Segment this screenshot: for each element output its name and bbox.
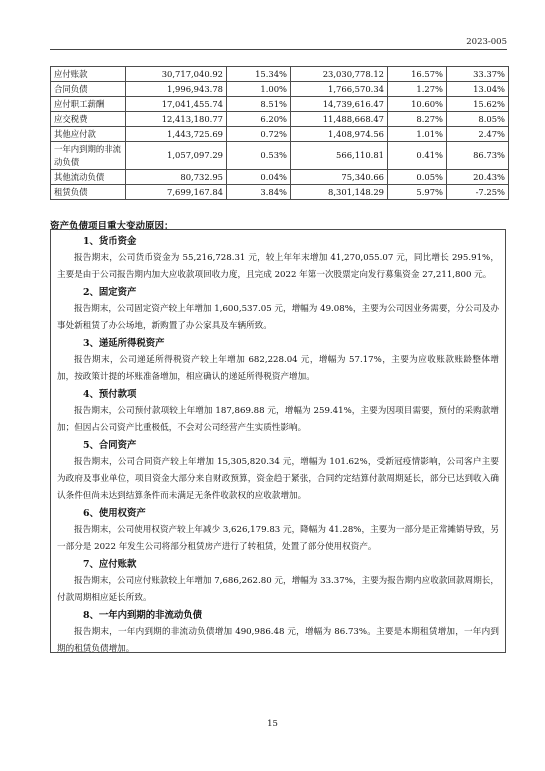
- current-amount: 1,057,097.29: [126, 142, 227, 170]
- row-name: 一年内到期的非流动负债: [51, 142, 126, 170]
- current-ratio: 0.72%: [227, 127, 291, 142]
- explanation-box: [50, 229, 506, 653]
- prior-amount: 11,488,668.47: [291, 112, 388, 127]
- item-text: 报告期末，一年内到期的非流动负债增加 490,986.48 元，增幅为 86.73%。主要是本期租赁增加，一年内到期的租赁负债增加。: [57, 627, 499, 654]
- row-name: 租赁负债: [51, 185, 126, 200]
- row-name: 应付账款: [51, 67, 126, 82]
- prior-amount: 75,340.66: [291, 170, 388, 185]
- prior-amount: 23,030,778.12: [291, 67, 388, 82]
- row-name: 其他流动负债: [51, 170, 126, 185]
- current-ratio: 1.00%: [227, 82, 291, 97]
- prior-ratio: 16.57%: [388, 67, 447, 82]
- change-ratio: 33.37%: [447, 67, 509, 82]
- current-amount: 30,717,040.92: [126, 67, 227, 82]
- change-ratio: 20.43%: [447, 170, 509, 185]
- prior-amount: 14,739,616.47: [291, 97, 388, 112]
- item-text: 报告期末，公司预付款项较上年增加 187,869.88 元，增幅为 259.41%，主要为因项目需要，预付的采购款增加；但因占公司资产比重极低，不会对公司经营产生实质性影响。: [57, 406, 499, 433]
- prior-ratio: 0.05%: [388, 170, 447, 185]
- prior-ratio: 10.60%: [388, 97, 447, 112]
- table-row: [51, 127, 509, 142]
- item-text: 报告期末，公司固定资产较上年增加 1,600,537.05 元，增幅为 49.08%，主要为公司因业务需要，分公司及办事处新租赁了办公场地，新购置了办公家具及车辆所致。: [57, 304, 499, 331]
- item-heading: 8、一年内到期的非流动负债: [83, 610, 203, 621]
- prior-ratio: 0.41%: [388, 142, 447, 170]
- table-row: [51, 170, 509, 185]
- current-amount: 1,443,725.69: [126, 127, 227, 142]
- table-row: [51, 112, 509, 127]
- section-title: 资产负债项目重大变动原因：: [50, 221, 174, 232]
- item-text: 报告期末，公司应付账款较上年增加 7,686,262.80 元，增幅为 33.37%，主要为报告期内应收款回款周期长，付款周期相应延长所致。: [57, 576, 499, 603]
- item-heading: 5、合同资产: [83, 440, 137, 451]
- change-ratio: 2.47%: [447, 127, 509, 142]
- current-ratio: 15.34%: [227, 67, 291, 82]
- item-heading: 4、预付款项: [83, 389, 137, 400]
- change-ratio: 86.73%: [447, 142, 509, 170]
- prior-ratio: 8.27%: [388, 112, 447, 127]
- item-heading: 2、固定资产: [83, 287, 137, 298]
- current-ratio: 6.20%: [227, 112, 291, 127]
- item-heading: 6、使用权资产: [83, 508, 146, 519]
- row-name: 其他应付款: [51, 127, 126, 142]
- item-heading: 3、递延所得税资产: [83, 338, 165, 349]
- current-amount: 1,996,943.78: [126, 82, 227, 97]
- table-row: [51, 185, 509, 200]
- prior-amount: 1,408,974.56: [291, 127, 388, 142]
- change-ratio: 15.62%: [447, 97, 509, 112]
- current-amount: 12,413,180.77: [126, 112, 227, 127]
- current-ratio: 0.04%: [227, 170, 291, 185]
- current-amount: 80,732.95: [126, 170, 227, 185]
- prior-amount: 566,110.81: [291, 142, 388, 170]
- table-row: [51, 82, 509, 97]
- document-code: 2023-005: [466, 37, 507, 47]
- item-heading: 1、货币资金: [83, 236, 137, 247]
- prior-ratio: 1.01%: [388, 127, 447, 142]
- row-name: 应付职工薪酬: [51, 97, 126, 112]
- change-ratio: 13.04%: [447, 82, 509, 97]
- header-rule: [50, 49, 507, 50]
- current-ratio: 0.53%: [227, 142, 291, 170]
- item-text: 报告期末，公司货币资金为 55,216,728.31 元，较上年年末增加 41,270,055.07 元，同比增长 295.91%，主要是由于公司报告期内加大应收款项回收力度，且完成 2022 年第一次股票定向发行募集资金 27,211,800 元。: [57, 253, 499, 280]
- current-amount: 7,699,167.84: [126, 185, 227, 200]
- row-name: 应交税费: [51, 112, 126, 127]
- table-row: [51, 67, 509, 82]
- item-text: 报告期末，公司递延所得税资产较上年增加 682,228.04 元，增幅为 57.17%，主要为应收账款账龄整体增加，按政策计提的坏账准备增加，相应确认的递延所得税资产增加。: [57, 355, 499, 382]
- prior-amount: 8,301,148.29: [291, 185, 388, 200]
- page-number: 15: [267, 719, 278, 729]
- item-heading: 7、应付账款: [83, 559, 137, 570]
- prior-ratio: 5.97%: [388, 185, 447, 200]
- item-text: 报告期末，公司使用权资产较上年减少 3,626,179.83 元，降幅为 41.28%，主要为一部分是正常摊销导致，另一部分是 2022 年发生公司将部分租赁房产进行了转租赁，处置了部分使用权资产。: [57, 525, 499, 552]
- prior-amount: 1,766,570.34: [291, 82, 388, 97]
- row-name: 合同负债: [51, 82, 126, 97]
- change-ratio: -7.25%: [447, 185, 509, 200]
- prior-ratio: 1.27%: [388, 82, 447, 97]
- change-ratio: 8.05%: [447, 112, 509, 127]
- current-amount: 17,041,455.74: [126, 97, 227, 112]
- table-row: [51, 97, 509, 112]
- current-ratio: 3.84%: [227, 185, 291, 200]
- liabilities-table: [50, 66, 509, 200]
- table-row: [51, 142, 509, 170]
- current-ratio: 8.51%: [227, 97, 291, 112]
- item-text: 报告期末，公司合同资产较上年增加 15,305,820.34 元，增幅为 101.62%，受新冠疫情影响，公司客户主要为政府及事业单位，项目资金大部分来自财政预算，资金趋于紧张，合同约定结算付款周期延长，部分已达到收入确认条件但尚未达到结算条件而未满足无条件收款权的应收款增加。: [57, 457, 499, 501]
